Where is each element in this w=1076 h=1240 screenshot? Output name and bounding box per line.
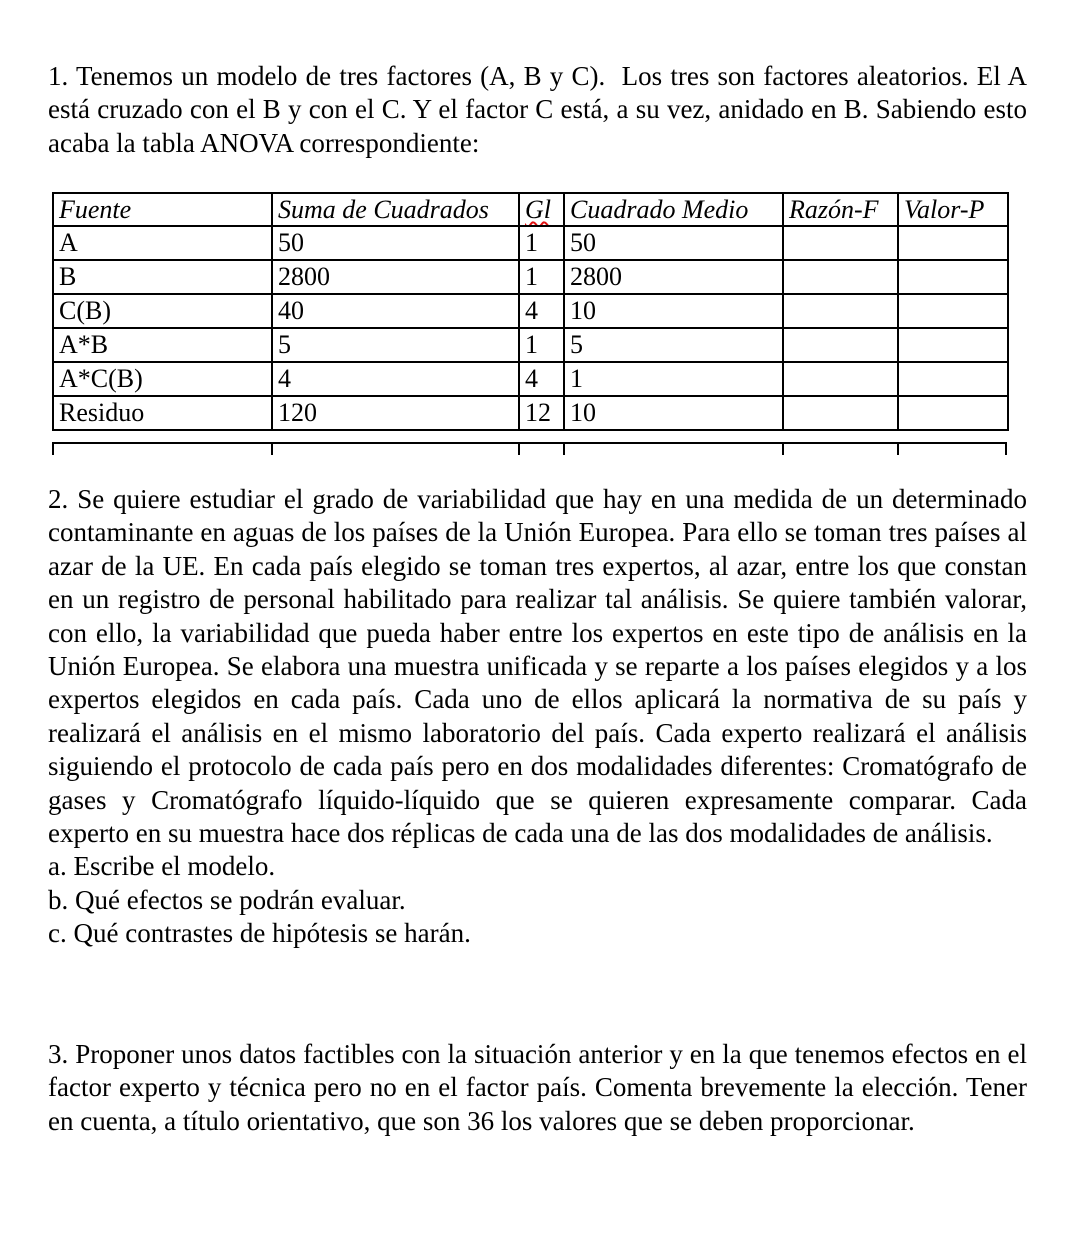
cell-gl: 4 (519, 294, 564, 328)
cell-razon-f (783, 396, 898, 430)
cell-fuente: A (53, 226, 272, 260)
cell-razon-f (783, 362, 898, 396)
table-row-residuo (53, 396, 1008, 430)
table-row-cb (53, 294, 1008, 328)
cell-suma: 50 (272, 226, 519, 260)
table-row-axcb (53, 362, 1008, 396)
table-divider (782, 444, 784, 455)
cell-gl: 1 (519, 226, 564, 260)
column-header-razon-f (783, 193, 898, 226)
table-row-a (53, 226, 1008, 260)
column-header-suma-de-cuadrados (272, 193, 519, 226)
problem-2-item-a: a. Escribe el modelo. (48, 851, 276, 882)
cell-razon-f (783, 226, 898, 260)
problem-2-item-b: b. Qué efectos se podrán evaluar. (48, 884, 406, 915)
cell-valor-p (898, 294, 1008, 328)
anova-table-header (53, 193, 1008, 226)
cell-valor-p (898, 328, 1008, 362)
cell-suma: 40 (272, 294, 519, 328)
problem-3-paragraph: 3. Proponer unos datos factibles con la situación anterior y en la que tenemos efectos en el factor experto y técnica pero no en el factor país. Comenta brevemente la elección. Tener en cuenta, a título orientativo, que son 36 los valores que se deben proporcionar. (48, 1039, 1034, 1136)
table-divider (563, 444, 565, 455)
cell-valor-p (898, 226, 1008, 260)
cell-fuente: C(B) (53, 294, 272, 328)
cell-valor-p (898, 362, 1008, 396)
cell-gl: 12 (519, 396, 564, 430)
table-divider (897, 444, 899, 455)
table-divider (271, 444, 273, 455)
header-row (53, 193, 1008, 226)
column-header-label: Fuente (59, 195, 132, 224)
cell-gl: 1 (519, 260, 564, 294)
column-header-fuente (53, 193, 272, 226)
anova-table (52, 192, 1009, 431)
problem-2-paragraph: 2. Se quiere estudiar el grado de variabilidad que hay en una medida de un determinado contaminante en aguas de los países de la Unión Europea. Para ello se toman tres países al azar de la UE. En cada país elegido se toman tres expertos, al azar, entre los que constan en un registro de personal habilitado para realizar tal análisis. Se quiere también valorar, con ello, la variabilidad que pueda haber entre los expertos en este tipo de análisis en la Unión Europea. Se elabora una muestra unificada y se reparte a los países elegidos y a los expertos elegidos en cada país. Cada uno de ellos aplicará la normativa de su país y realizará el análisis en el mismo laboratorio del país. Cada experto realizará el análisis siguiendo el protocolo de cada país pero en dos modalidades diferentes: Cromatógrafo de gases y Cromatógrafo líquido-líquido que se quieren expresamente comparar. Cada experto en su muestra hace dos réplicas de cada una de las dos modalidades de análisis. (48, 484, 1034, 849)
cell-razon-f (783, 328, 898, 362)
cell-valor-p (898, 396, 1008, 430)
cell-cuadrado-medio: 10 (564, 396, 783, 430)
cell-cuadrado-medio: 50 (564, 226, 783, 260)
cell-gl: 1 (519, 328, 564, 362)
table-truncated-row (52, 442, 1007, 455)
problem-1-paragraph: 1. Tenemos un modelo de tres factores (A, B y C). Los tres son factores aleatorios. El A está cruzado con el B y con el C. Y el factor C está, a su vez, anidado en B. Sabiendo esto acaba la tabla ANOVA correspondiente: (48, 61, 1034, 158)
cell-cuadrado-medio: 10 (564, 294, 783, 328)
table-row-b (53, 260, 1008, 294)
cell-suma: 5 (272, 328, 519, 362)
problem-2-section (48, 483, 1034, 951)
cell-suma: 120 (272, 396, 519, 430)
cell-cuadrado-medio: 2800 (564, 260, 783, 294)
cell-suma: 4 (272, 362, 519, 396)
column-header-label: Cuadrado Medio (570, 195, 749, 224)
cell-gl: 4 (519, 362, 564, 396)
column-header-valor-p (898, 193, 1008, 226)
column-header-label: Suma de Cuadrados (278, 195, 489, 224)
column-header-label: Razón-F (789, 195, 879, 224)
column-header-label: Valor-P (904, 195, 985, 224)
problem-2-item-c: c. Qué contrastes de hipótesis se harán. (48, 918, 471, 949)
cell-valor-p (898, 260, 1008, 294)
table-divider (518, 444, 520, 455)
cell-fuente: Residuo (53, 396, 272, 430)
spellcheck-underlined-label: Gl (525, 195, 551, 224)
cell-razon-f (783, 260, 898, 294)
cell-suma: 2800 (272, 260, 519, 294)
cell-razon-f (783, 294, 898, 328)
column-header-gl (519, 193, 564, 226)
column-header-cuadrado-medio (564, 193, 783, 226)
cell-cuadrado-medio: 5 (564, 328, 783, 362)
cell-fuente: B (53, 260, 272, 294)
cell-fuente: A*C(B) (53, 362, 272, 396)
cell-fuente: A*B (53, 328, 272, 362)
cell-cuadrado-medio: 1 (564, 362, 783, 396)
table-row-axb (53, 328, 1008, 362)
